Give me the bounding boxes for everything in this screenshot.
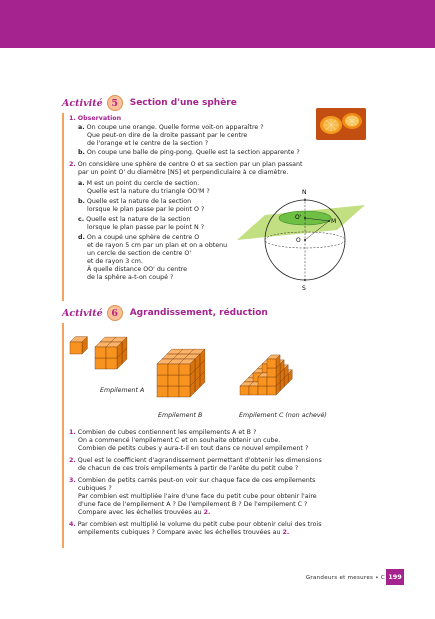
question-6-1-line3: Combien de petits cubes y aura-t-il en tout dans ce nouvel empilement ? (78, 445, 309, 452)
label-m: M (331, 218, 337, 225)
question-2a: a. M est un point du cercle de section. (78, 180, 200, 187)
caption-stack-b: Empilement B (158, 412, 203, 419)
activity-title: Section d'une sphère (129, 98, 237, 108)
question-2-intro-line2: par un point O' du diamètre [NS] et perpendiculaire à ce diamètre. (78, 169, 289, 176)
question-6-4-line2: empilements cubiques ? Compare avec les échelles trouvées au 2. (78, 529, 290, 536)
question-6-3-line3: Par combien est multipliée l'aire d'une face du petit cube pour obtenir l'aire (78, 493, 317, 500)
observation-heading: 1. Observation (69, 115, 122, 122)
label-n: N (302, 189, 307, 196)
activity-title: Agrandissement, réduction (129, 308, 268, 318)
question-2b-line2: lorsque le plan passe par le point O ? (87, 206, 205, 213)
question-6-3-line5: Compare avec les échelles trouvées au 2. (78, 509, 211, 516)
question-6-2: 2. Quel est le coefficient d'agrandissement permettant d'obtenir les dimensions (69, 457, 322, 464)
label-s: S (302, 285, 306, 292)
activity-6-heading (62, 305, 268, 321)
question-2a-line2: Quelle est la nature du triangle OO'M ? (87, 188, 210, 195)
question-6-2-line2: de chacun de ces trois empilements à partir de l'arête du petit cube ? (78, 465, 299, 472)
question-2b: b. Quelle est la nature de la section (78, 198, 192, 205)
stack-a-cube (106, 342, 122, 358)
question-1a-line2: Que peut-on dire de la droite passant par le centre (87, 132, 248, 139)
activity-number-badge: 6 (107, 305, 123, 321)
header-band (0, 0, 435, 48)
question-1a: a. On coupe une orange. Quelle forme voit-on apparaître ? (78, 124, 264, 131)
label-o: O (296, 237, 301, 244)
small-cube (70, 337, 87, 354)
question-2c-line2: lorsque le plan passe par le point N ? (87, 224, 205, 231)
question-2d-line5: À quelle distance OO' du centre (87, 266, 187, 273)
label-o-prime: O' (295, 214, 302, 221)
page-number: 199 (386, 569, 404, 585)
sphere-section-diagram (235, 185, 375, 295)
question-2d-line2: et de rayon 5 cm par un plan et on a obtenu (87, 242, 228, 249)
orange-photo (316, 108, 366, 140)
activity-5-side-bar (62, 113, 64, 301)
caption-stack-c: Empilement C (non achevé) (239, 412, 327, 419)
question-6-4: 4. Par combien est multiplié le volume du petit cube pour obtenir celui des trois (69, 521, 322, 528)
stack-b-cube (179, 359, 195, 375)
question-2d-line6: de la sphère a-t-on coupé ? (87, 274, 174, 281)
footer-section-label: Grandeurs et mesures • C (305, 575, 385, 581)
cube-stacks-illustration (62, 322, 362, 414)
activity-5-heading (62, 95, 237, 111)
question-6-3-line2: cubiques ? (78, 485, 112, 492)
question-6-3: 3. Combien de petits carrés peut-on voir sur chaque face de ces empilements (69, 477, 316, 484)
question-2d: d. On a coupé une sphère de centre O (78, 234, 200, 241)
caption-stack-a: Empilement A (100, 387, 145, 394)
question-1b: b. On coupe une balle de ping-pong. Quelle est la section apparente ? (78, 149, 300, 156)
activity-word: Activité (62, 97, 103, 109)
question-2c: c. Quelle est la nature de la section (78, 216, 191, 223)
question-6-1: 1. Combien de cubes contiennent les empilements A et B ? (69, 429, 257, 436)
question-2d-line3: un cercle de section de centre O' (87, 250, 192, 257)
question-2d-line4: et de rayon 3 cm. (87, 258, 143, 265)
question-6-3-line4: d'une face de l'empilement A ? De l'empilement B ? De l'empilement C ? (78, 501, 308, 508)
question-6-1-line2: On a commencé l'empilement C et on souhaite obtenir un cube. (78, 437, 281, 444)
activity-number-badge: 5 (107, 95, 123, 111)
question-1a-line3: de l'orange et le centre de la section ? (87, 140, 209, 147)
stack-c-cube (267, 355, 280, 368)
question-2-intro: 2. On considère une sphère de centre O et sa section par un plan passant (69, 161, 303, 168)
activity-word: Activité (62, 307, 103, 319)
